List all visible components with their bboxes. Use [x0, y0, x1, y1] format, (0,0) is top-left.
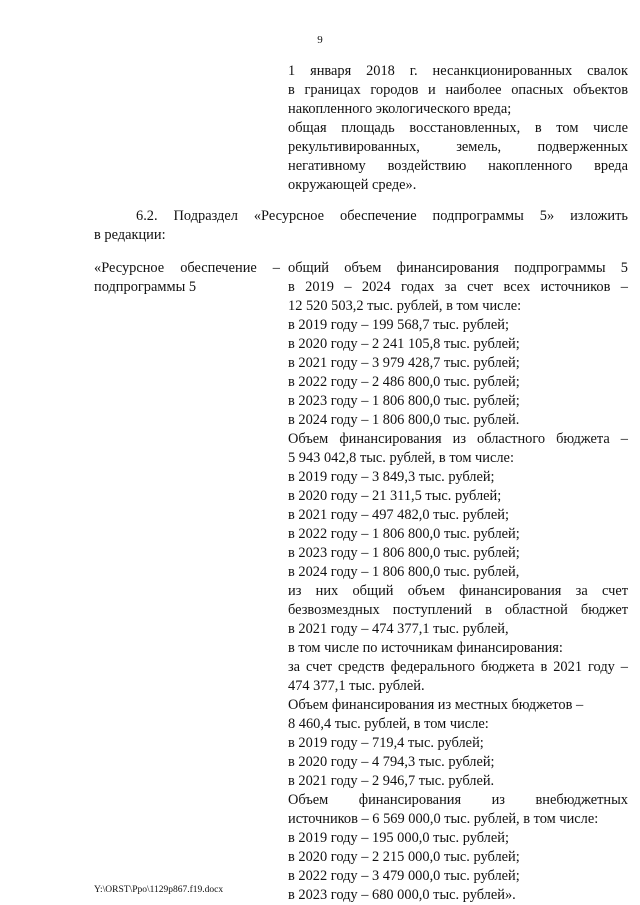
right-line: в 2020 году – 21 311,5 тыс. рублей;: [288, 488, 502, 504]
top-line: в границах городов и наиболее опасных объектов: [288, 82, 628, 98]
right-line: в 2021 году – 474 377,1 тыс. рублей,: [288, 621, 509, 637]
right-line: в 2021 году – 497 482,0 тыс. рублей;: [288, 507, 509, 523]
right-line: в 2019 – 2024 годах за счет всех источников –: [288, 279, 628, 295]
right-line: в 2021 году – 2 946,7 тыс. рублей.: [288, 773, 495, 789]
right-line: 8 460,4 тыс. рублей, в том числе:: [288, 716, 489, 732]
right-line: 474 377,1 тыс. рублей.: [288, 678, 425, 694]
top-line: негативному воздействию накопленного вреда: [288, 158, 628, 174]
left-label-line: «Ресурсное обеспечение –: [94, 260, 280, 276]
right-line: за счет средств федерального бюджета в 2021 году –: [288, 659, 628, 675]
right-line: в 2020 году – 2 241 105,8 тыс. рублей;: [288, 336, 520, 352]
left-label-line: подпрограммы 5: [94, 279, 197, 295]
footer-file-path: Y:\ORST\Ppo\1129p867.f19.docx: [94, 885, 224, 895]
right-line: из них общий объем финансирования за счет: [288, 583, 628, 599]
top-line: окружающей среде».: [288, 177, 417, 193]
top-line: накопленного экологического вреда;: [288, 101, 512, 117]
right-line: общий объем финансирования подпрограммы 5: [288, 260, 628, 276]
right-line: источников – 6 569 000,0 тыс. рублей, в том числе:: [288, 811, 599, 827]
top-line: общая площадь восстановленных, в том числе: [288, 120, 628, 136]
right-line: в 2019 году – 195 000,0 тыс. рублей;: [288, 830, 509, 846]
right-line: в 2022 году – 2 486 800,0 тыс. рублей;: [288, 374, 520, 390]
section-intro-line: в редакции:: [94, 227, 166, 243]
top-line: рекультивированных, земель, подверженных: [288, 139, 628, 155]
right-line: Объем финансирования из областного бюджета –: [288, 431, 628, 447]
right-line: в 2020 году – 2 215 000,0 тыс. рублей;: [288, 849, 520, 865]
right-line: в 2023 году – 1 806 800,0 тыс. рублей;: [288, 545, 520, 561]
right-line: в 2019 году – 719,4 тыс. рублей;: [288, 735, 484, 751]
right-line: 5 943 042,8 тыс. рублей, в том числе:: [288, 450, 514, 466]
right-line: 12 520 503,2 тыс. рублей, в том числе:: [288, 298, 522, 314]
right-line: в 2022 году – 3 479 000,0 тыс. рублей;: [288, 868, 520, 884]
right-line: в 2024 году – 1 806 800,0 тыс. рублей,: [288, 564, 520, 580]
top-line: 1 января 2018 г. несанкционированных свалок: [288, 63, 628, 79]
right-line: безвозмездных поступлений в областной бюджет: [288, 602, 628, 618]
right-line: в 2019 году – 199 568,7 тыс. рублей;: [288, 317, 509, 333]
right-line: в 2023 году – 1 806 800,0 тыс. рублей;: [288, 393, 520, 409]
right-line: в 2024 году – 1 806 800,0 тыс. рублей.: [288, 412, 520, 428]
right-line: Объем финансирования из внебюджетных: [288, 792, 628, 808]
right-line: Объем финансирования из местных бюджетов –: [288, 697, 584, 713]
right-line: в том числе по источникам финансирования:: [288, 640, 563, 656]
page-number: 9: [317, 34, 323, 46]
right-line: в 2020 году – 4 794,3 тыс. рублей;: [288, 754, 495, 770]
right-line: в 2022 году – 1 806 800,0 тыс. рублей;: [288, 526, 520, 542]
right-line: в 2021 году – 3 979 428,7 тыс. рублей;: [288, 355, 520, 371]
right-line: в 2019 году – 3 849,3 тыс. рублей;: [288, 469, 495, 485]
section-intro-line: 6.2. Подраздел «Ресурсное обеспечение подпрограммы 5» изложить: [136, 208, 628, 224]
right-line: в 2023 году – 680 000,0 тыс. рублей».: [288, 887, 516, 903]
